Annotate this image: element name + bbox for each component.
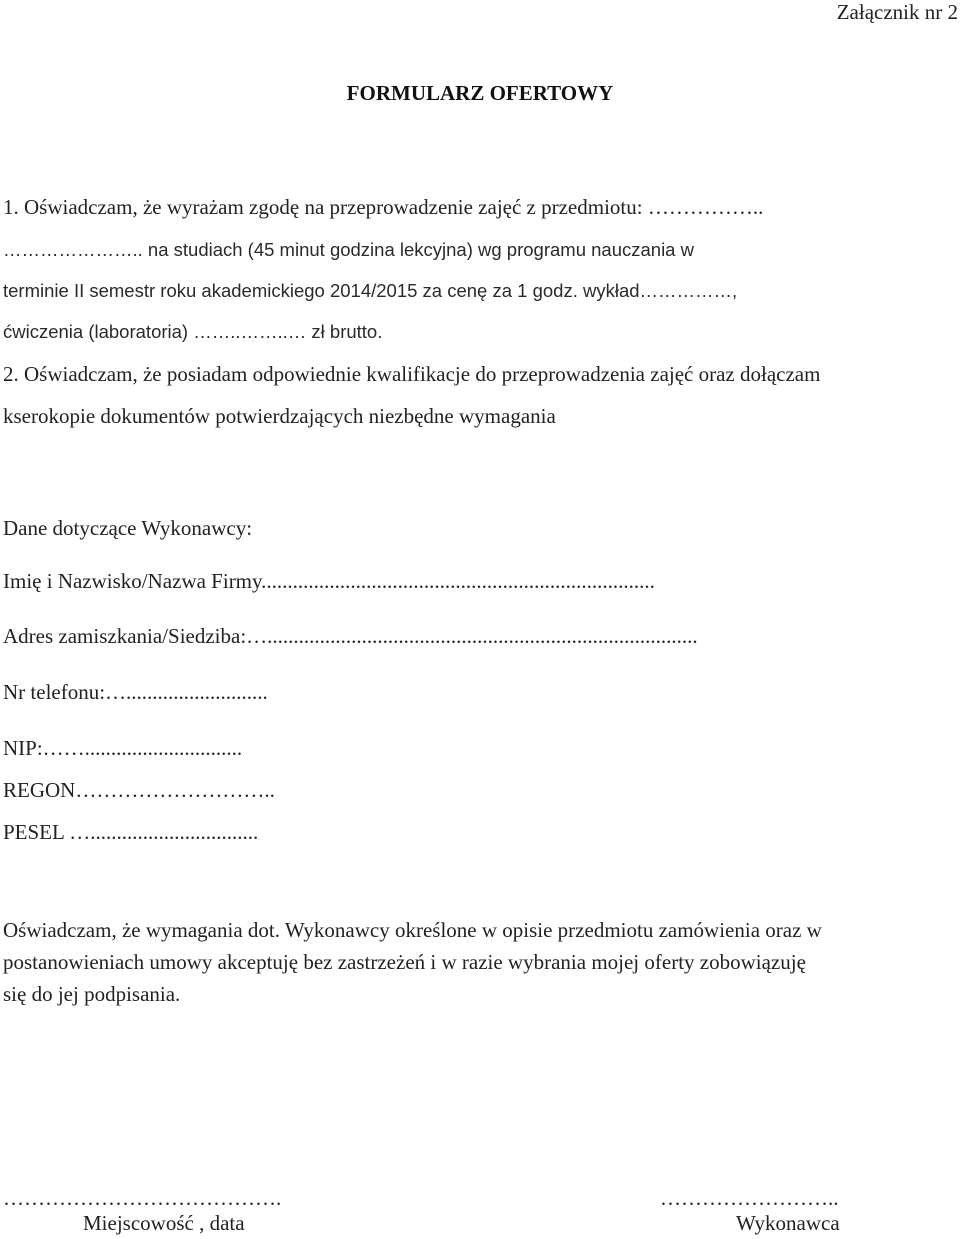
offer-statement-line-3: terminie II semestr roku akademickiego 2014/2015 za cenę za 1 godz. wykład……………, bbox=[3, 280, 738, 301]
pesel-field: PESEL …................................ bbox=[3, 820, 259, 844]
acceptance-declaration-line-2: postanowieniach umowy akceptuję bez zastrzeżeń i w razie wybrania mojej oferty zobowiązuję bbox=[3, 950, 806, 974]
qualification-statement-line-1: 2. Oświadczam, że posiadam odpowiednie kwalifikacje do przeprowadzenia zajęć oraz dołączam bbox=[3, 362, 821, 386]
nip-field: NIP:…….............................. bbox=[3, 736, 243, 760]
offer-statement-line-1: 1. Oświadczam, że wyrażam zgodę na przeprowadzenie zajęć z przedmiotu: …………….. bbox=[3, 195, 764, 219]
regon-field: REGON……………………….. bbox=[3, 778, 275, 802]
place-date-dots: …………………………………. bbox=[3, 1186, 282, 1210]
contractor-signature-dots: …………………….. bbox=[660, 1186, 839, 1210]
offer-statement-line-2: ………………….. na studiach (45 minut godzina lekcyjna) wg programu nauczania w bbox=[3, 239, 694, 260]
form-title: FORMULARZ OFERTOWY bbox=[346, 81, 614, 105]
contractor-signature-label: Wykonawca bbox=[736, 1211, 840, 1235]
name-company-field: Imię i Nazwisko/Nazwa Firmy........................................................................... bbox=[3, 569, 655, 593]
phone-field: Nr telefonu:…........................... bbox=[3, 680, 268, 704]
acceptance-declaration-line-3: się do jej podpisania. bbox=[3, 982, 181, 1006]
qualification-statement-line-2: kserokopie dokumentów potwierdzających niezbędne wymagania bbox=[3, 404, 556, 428]
acceptance-declaration-line-1: Oświadczam, że wymagania dot. Wykonawcy określone w opisie przedmiotu zamówienia oraz w bbox=[3, 918, 822, 942]
contractor-data-heading: Dane dotyczące Wykonawcy: bbox=[3, 516, 253, 540]
address-field: Adres zamiszkania/Siedziba:….................................................................................. bbox=[3, 624, 698, 648]
place-date-label: Miejscowość , data bbox=[83, 1211, 245, 1235]
annex-label: Załącznik nr 2 bbox=[836, 0, 958, 24]
offer-statement-line-4: ćwiczenia (laboratoria) ……..……..… zł brutto. bbox=[3, 321, 383, 342]
